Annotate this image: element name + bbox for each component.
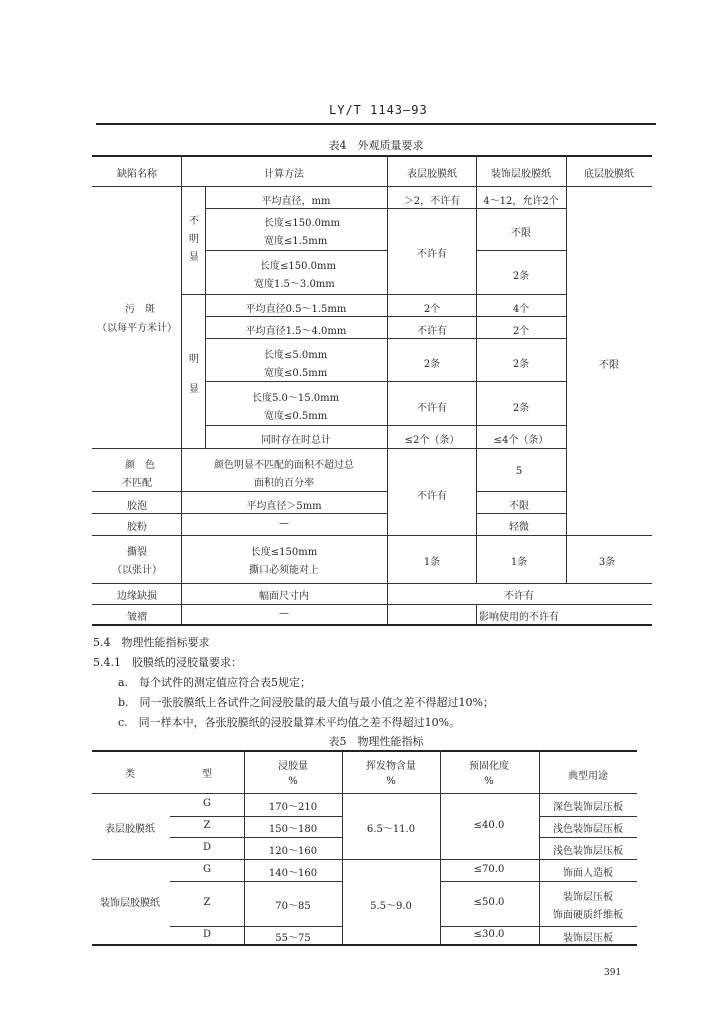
t4-header-decor: 装饰层胶膜纸 (491, 169, 551, 180)
t4-r4-surface: 不许有 (417, 326, 447, 337)
t4-r6-decor: 2条 (512, 403, 530, 414)
page-number: 391 (604, 968, 622, 978)
edge-calc: 幅面尺寸内 (259, 591, 309, 602)
t4-r5-calc1: 长度≤5.0mm (264, 350, 328, 361)
t5-r3-resin: 140～160 (268, 868, 318, 879)
t5-r1-resin: 150～180 (268, 824, 318, 835)
t4-r3-calc: 平均直径0.5～1.5mm (245, 304, 347, 315)
t4-r0-surface: ＞2，不许有 (403, 196, 461, 207)
t5-r5-use: 装饰层压板 (563, 933, 613, 944)
stain-label: 污 斑 (125, 304, 155, 315)
color-calc-2: 面积的百分率 (254, 478, 314, 489)
document-header: LY/T 1143—93 (329, 103, 428, 117)
t5-r2-use: 浅色装饰层压板 (553, 846, 623, 857)
bubble-decor: 不限 (509, 501, 529, 512)
t4-header-calc: 计算方法 (264, 169, 304, 180)
edge-value: 不许有 (504, 591, 534, 602)
t4-header-surface: 表层胶膜纸 (407, 169, 457, 180)
t4-r1-calc1: 长度≤150.0mm (264, 218, 340, 229)
t4-r5-decor: 2条 (512, 359, 530, 370)
t4-r1-2-surface: 不许有 (417, 249, 447, 260)
t5-header-resin-2: % (288, 776, 298, 787)
powder-label: 胶粉 (127, 522, 147, 533)
t5-r4-use-1: 装饰层压板 (563, 892, 613, 903)
t4-r1-decor: 不限 (511, 228, 531, 239)
t4-r6-calc1: 长度5.0～15.0mm (252, 393, 340, 404)
t5-header-volatile-1: 挥发物含量 (366, 761, 416, 772)
t5-header-class: 类 (125, 769, 135, 780)
t5-r2-resin: 120～160 (268, 846, 318, 857)
tear-calc-2: 撕口必须能对上 (249, 565, 319, 576)
tear-label-1: 撕裂 (127, 547, 147, 558)
header-rule (96, 123, 656, 125)
t5-r4-use-2: 饰面硬质纤维板 (553, 910, 623, 921)
powder-decor: 轻微 (509, 522, 529, 533)
t4-bottom-unlimited: 不限 (599, 360, 619, 371)
table4-caption: 表4 外观质量要求 (328, 139, 424, 152)
t5-class-decor: 装饰层胶膜纸 (100, 898, 160, 909)
t5-r1-type: Z (203, 820, 211, 831)
color-decor: 5 (515, 466, 523, 477)
t5-header-precure-2: % (484, 776, 494, 787)
t4-r7-calc: 同时存在时总计 (261, 435, 331, 446)
t5-header-precure-1: 预固化度 (469, 761, 509, 772)
t4-r7-surface: ≤2个（条） (404, 435, 460, 446)
tear-surface: 1条 (423, 557, 441, 568)
t4-r6-surface: 不许有 (417, 403, 447, 414)
t4-r5-surface: 2条 (423, 359, 441, 370)
t5-volatile-a: 6.5～11.0 (366, 824, 416, 835)
t5-header-use: 典型用途 (568, 771, 608, 782)
t5-r0-use: 深色装饰层压板 (553, 802, 623, 813)
t4-r2-calc2: 宽度1.5～3.0mm (254, 279, 335, 290)
t4-r0-decor: 4～12，允许2个 (483, 196, 559, 207)
bubble-calc: 平均直径＞5mm (246, 501, 322, 512)
edge-label: 边缘缺损 (117, 591, 157, 602)
t4-color-powder-surface: 不许有 (417, 491, 447, 502)
t4-r3-surface: 2个 (423, 304, 441, 315)
t4-r5-calc2: 宽度≤0.5mm (264, 368, 328, 379)
section-5-4: 5.4 物理性能指标要求 (93, 636, 210, 649)
t5-header-type: 型 (202, 769, 212, 780)
t5-r4-type: Z (203, 897, 211, 908)
color-label-1: 颜 色 (125, 460, 155, 471)
tear-bottom: 3条 (598, 557, 616, 568)
t4-r2-decor: 2条 (512, 271, 530, 282)
table5-caption: 表5 物理性能指标 (328, 735, 424, 748)
t5-r1-use: 浅色装饰层压板 (553, 824, 623, 835)
tear-calc-1: 长度≤150mm (250, 547, 318, 558)
t5-header-resin-1: 浸胶量 (278, 761, 308, 772)
stain-sub: （以每平方米计） (97, 323, 177, 334)
t5-r3-precure: ≤70.0 (473, 864, 505, 875)
t4-r3-decor: 4个 (512, 304, 530, 315)
t5-r3-use: 饰面人造板 (563, 868, 613, 879)
t5-header-volatile-2: % (386, 776, 396, 787)
t4-r2-calc1: 长度≤150.0mm (260, 261, 336, 272)
t5-r4-resin: 70～85 (275, 901, 311, 912)
t4-r4-calc: 平均直径1.5～4.0mm (245, 326, 347, 337)
t4-r7-decor: ≤4个（条） (493, 435, 549, 446)
item-c: c. 同一样本中，各张胶膜纸的浸胶量算术平均值之差不得超过10%。 (118, 716, 461, 729)
color-label-2: 不匹配 (122, 478, 152, 489)
t4-r4-decor: 2个 (512, 326, 530, 337)
t5-r3-type: G (203, 864, 211, 875)
wrinkle-calc: — (279, 608, 289, 619)
t4-r1-calc2: 宽度≤1.5mm (264, 236, 328, 247)
t5-r0-type: G (203, 798, 211, 809)
t5-r5-resin: 55～75 (275, 933, 311, 944)
t5-r0-resin: 170～210 (268, 802, 318, 813)
color-calc-1: 颜色明显不匹配的面积不超过总 (214, 460, 354, 471)
wrinkle-value: 影响使用的不许有 (479, 612, 559, 623)
t5-r5-type: D (202, 929, 212, 940)
t5-r2-type: D (202, 842, 212, 853)
t4-header-bottom: 底层胶膜纸 (584, 169, 634, 180)
bubble-label: 胶泡 (127, 501, 147, 512)
powder-calc: — (279, 518, 289, 529)
t5-r5-precure: ≤30.0 (473, 929, 505, 940)
t5-r4-precure: ≤50.0 (473, 897, 505, 908)
t4-header-defect: 缺陷名称 (117, 169, 157, 180)
group-label-not-obvious: 不明显 (189, 216, 199, 263)
wrinkle-label: 皱褶 (127, 612, 147, 623)
tear-label-2: （以张计） (112, 565, 162, 576)
item-b: b. 同一张胶膜纸上各试件之间浸胶量的最大值与最小值之差不得超过10%； (118, 696, 494, 709)
t4-r0-calc: 平均直径，mm (261, 196, 331, 207)
section-5-4-1: 5.4.1 胶膜纸的浸胶量要求： (93, 656, 242, 669)
t5-precure-a: ≤40.0 (473, 820, 505, 831)
group-label-obvious: 明显 (189, 354, 199, 395)
t5-class-surface: 表层胶膜纸 (105, 824, 155, 835)
tear-decor: 1条 (510, 557, 528, 568)
t5-volatile-b: 5.5～9.0 (370, 901, 412, 912)
item-a: a. 每个试件的测定值应符合表5规定； (118, 676, 312, 689)
t4-r6-calc2: 宽度≤0.5mm (264, 411, 328, 422)
